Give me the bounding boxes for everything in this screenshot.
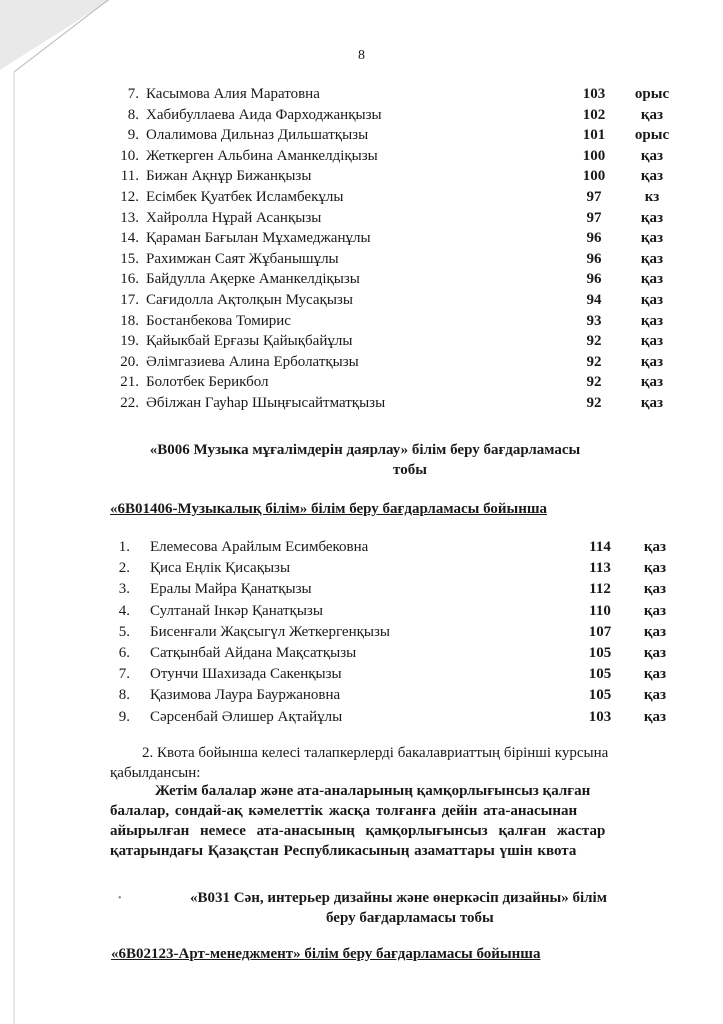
cell-lang: қаз xyxy=(640,395,664,411)
cell-score: 105 xyxy=(588,687,612,704)
cell-name: Ералы Майра Қанатқызы xyxy=(150,581,312,598)
cell-n: 21. xyxy=(120,374,139,391)
cell-lang: қаз xyxy=(643,581,667,598)
section-heading-b006-line1: «В006 Музыка мұғалімдерін даярлау» білім беру бағдарламасы xyxy=(149,442,581,458)
cell-name: Қазимова Лаура Бауржановна xyxy=(150,687,341,704)
table-row xyxy=(0,105,723,125)
table-row xyxy=(0,290,723,310)
cell-n: 2. xyxy=(118,560,130,577)
cell-name: Хайролла Нұрай Асанқызы xyxy=(146,209,322,226)
cell-name: Қайыкбай Ерғазы Қайықбайұлы xyxy=(146,333,353,350)
cell-lang: қаз xyxy=(640,209,664,226)
quota-category-line2: балалар, сондай-ақ кәмелеттік жасқа толғанға дейін ата-анасынан xyxy=(110,803,578,819)
table-row xyxy=(0,537,723,558)
cell-score: 100 xyxy=(582,147,606,164)
cell-n: 13. xyxy=(120,209,139,226)
cell-n: 19. xyxy=(120,333,139,350)
cell-name: Хабибуллаева Аида Фарходжанқызы xyxy=(146,106,382,123)
quota-intro-line1: 2. Квота бойынша келесі талапкерлерді бакалавриаттың бірінші курсына xyxy=(142,745,609,761)
cell-n: 7. xyxy=(118,666,130,683)
section-heading-b006 xyxy=(150,440,590,480)
table-row xyxy=(0,579,723,600)
cell-lang: орыс xyxy=(634,127,670,144)
cell-name: Султанай Інкәр Қанатқызы xyxy=(150,602,323,619)
cell-name: Касымова Алия Маратовна xyxy=(146,86,320,102)
table-row xyxy=(0,311,723,331)
cell-score: 97 xyxy=(586,189,602,205)
cell-lang: қаз xyxy=(643,687,667,704)
cell-lang: қаз xyxy=(643,666,667,683)
cell-name: Рахимжан Саят Жұбанышұлы xyxy=(146,250,339,267)
cell-lang: қаз xyxy=(643,623,667,640)
scan-mark: • xyxy=(118,893,122,904)
cell-name: Әлімгазиева Алина Ерболатқызы xyxy=(146,353,359,370)
table-row xyxy=(0,208,723,228)
cell-score: 96 xyxy=(586,250,602,267)
cell-lang: қаз xyxy=(643,539,667,555)
cell-n: 16. xyxy=(120,271,139,288)
cell-score: 92 xyxy=(586,374,602,391)
cell-name: Байдулла Ақерке Аманкелдіқызы xyxy=(146,271,360,288)
cell-score: 110 xyxy=(589,602,611,619)
table-row xyxy=(0,125,723,145)
cell-n: 6. xyxy=(118,645,130,661)
cell-lang: орыс xyxy=(634,86,670,102)
table-row xyxy=(0,372,723,392)
cell-name: Бижан Ақнұр Бижанқызы xyxy=(146,168,312,185)
cell-score: 114 xyxy=(589,539,611,555)
cell-n: 8. xyxy=(118,687,130,704)
cell-n: 3. xyxy=(118,581,130,598)
cell-n: 9. xyxy=(127,127,139,144)
cell-score: 105 xyxy=(588,666,612,683)
cell-lang: қаз xyxy=(640,250,664,267)
table-row xyxy=(0,601,723,622)
cell-name: Болотбек Берикбол xyxy=(146,374,269,391)
cell-name: Жеткерген Альбина Аманкелдіқызы xyxy=(146,147,378,164)
cell-lang: қаз xyxy=(643,560,667,577)
table-row xyxy=(0,331,723,351)
table-row xyxy=(0,558,723,579)
cell-name: Әбілжан Гауһар Шыңғысайтматқызы xyxy=(146,395,386,411)
cell-name: Қараман Бағылан Мұхамеджанұлы xyxy=(146,230,371,247)
cell-lang: қаз xyxy=(640,292,664,308)
quota-category-paragraph xyxy=(110,781,690,861)
page-number: 8 xyxy=(358,48,365,63)
cell-score: 97 xyxy=(586,209,602,226)
cell-n: 1. xyxy=(118,539,130,555)
cell-score: 100 xyxy=(582,168,606,185)
cell-lang: қаз xyxy=(643,602,667,619)
cell-n: 5. xyxy=(118,623,130,640)
table-row xyxy=(0,187,723,207)
table-row xyxy=(0,643,723,664)
cell-name: Қиса Еңлік Қисақызы xyxy=(150,560,291,577)
program-heading-6b01406: «6В01406-Музыкалық білім» білім беру бағдарламасы бойынша xyxy=(110,501,548,517)
cell-lang: қаз xyxy=(640,230,664,247)
section-heading-b006-line2: тобы xyxy=(393,462,427,478)
program-heading-6b02123: «6В02123-Арт-менеджмент» білім беру бағдарламасы бойынша xyxy=(111,946,541,962)
cell-n: 12. xyxy=(120,189,139,205)
cell-name: Отунчи Шахизада Сакенқызы xyxy=(150,666,342,683)
cell-n: 20. xyxy=(120,353,139,370)
section-heading-b031-line2: беру бағдарламасы тобы xyxy=(326,910,494,926)
cell-lang: қаз xyxy=(640,353,664,370)
cell-name: Сәрсенбай Әлишер Ақтайұлы xyxy=(150,708,343,725)
cell-n: 17. xyxy=(120,292,139,308)
cell-n: 14. xyxy=(120,230,139,247)
cell-n: 22. xyxy=(120,395,139,411)
table-row xyxy=(0,249,723,269)
cell-lang: кз xyxy=(644,189,660,205)
table-row xyxy=(0,707,723,728)
cell-lang: қаз xyxy=(640,312,664,329)
cell-score: 93 xyxy=(586,312,602,329)
cell-lang: қаз xyxy=(643,708,667,725)
cell-score: 107 xyxy=(588,623,612,640)
cell-name: Бостанбекова Томирис xyxy=(146,312,291,329)
table-row xyxy=(0,84,723,104)
table-row xyxy=(0,393,723,413)
quota-category-line1: Жетім балалар және ата-аналарының қамқорлығынсыз қалған xyxy=(155,783,591,799)
cell-score: 94 xyxy=(586,292,602,308)
cell-lang: қаз xyxy=(640,106,664,123)
quota-category-line3: айырылған немесе ата-анасының қамқорлығынсыз қалған жастар xyxy=(110,823,606,839)
table-row xyxy=(0,146,723,166)
table-row xyxy=(0,269,723,289)
cell-score: 112 xyxy=(589,581,611,598)
cell-n: 15. xyxy=(120,250,139,267)
table-row xyxy=(0,685,723,706)
cell-score: 105 xyxy=(588,645,612,661)
cell-lang: қаз xyxy=(640,147,664,164)
quota-intro-line2: қабылдансын: xyxy=(110,765,201,781)
cell-name: Олалимова Дильназ Дильшатқызы xyxy=(146,127,369,144)
section-heading-b031 xyxy=(160,888,680,928)
table-row xyxy=(0,622,723,643)
cell-score: 103 xyxy=(588,708,612,725)
cell-score: 101 xyxy=(582,127,606,144)
cell-name: Сатқынбай Айдана Мақсатқызы xyxy=(150,645,357,661)
cell-score: 102 xyxy=(582,106,606,123)
table-row xyxy=(0,664,723,685)
cell-lang: қаз xyxy=(640,271,664,288)
cell-n: 8. xyxy=(127,106,139,123)
cell-name: Бисенғали Жақсыгүл Жеткергенқызы xyxy=(150,623,390,640)
cell-n: 4. xyxy=(118,602,130,619)
cell-lang: қаз xyxy=(640,333,664,350)
cell-score: 96 xyxy=(586,271,602,288)
table-row xyxy=(0,166,723,186)
cell-n: 10. xyxy=(120,147,139,164)
cell-score: 92 xyxy=(586,333,602,350)
cell-score: 103 xyxy=(582,86,606,102)
cell-lang: қаз xyxy=(640,168,664,185)
cell-name: Сағидолла Ақтолқын Мусақызы xyxy=(146,292,353,308)
table-row xyxy=(0,352,723,372)
quota-intro-paragraph xyxy=(110,743,690,783)
cell-score: 96 xyxy=(586,230,602,247)
cell-name: Есімбек Қуатбек Исламбекұлы xyxy=(146,189,344,205)
cell-n: 9. xyxy=(118,708,130,725)
cell-name: Елемесова Арайлым Есимбековна xyxy=(150,539,369,555)
cell-n: 11. xyxy=(120,168,139,185)
cell-score: 113 xyxy=(589,560,611,577)
cell-score: 92 xyxy=(586,353,602,370)
table-row xyxy=(0,228,723,248)
quota-category-line4: қатарындағы Қазақстан Республикасының азаматтары үшін квота xyxy=(110,843,577,859)
section-heading-b031-line1: «В031 Сән, интерьер дизайны және өнеркәсіп дизайны» білім xyxy=(190,890,607,906)
cell-score: 92 xyxy=(586,395,602,411)
cell-lang: қаз xyxy=(640,374,664,391)
cell-n: 18. xyxy=(120,312,139,329)
cell-n: 7. xyxy=(127,86,139,102)
cell-lang: қаз xyxy=(643,645,667,661)
